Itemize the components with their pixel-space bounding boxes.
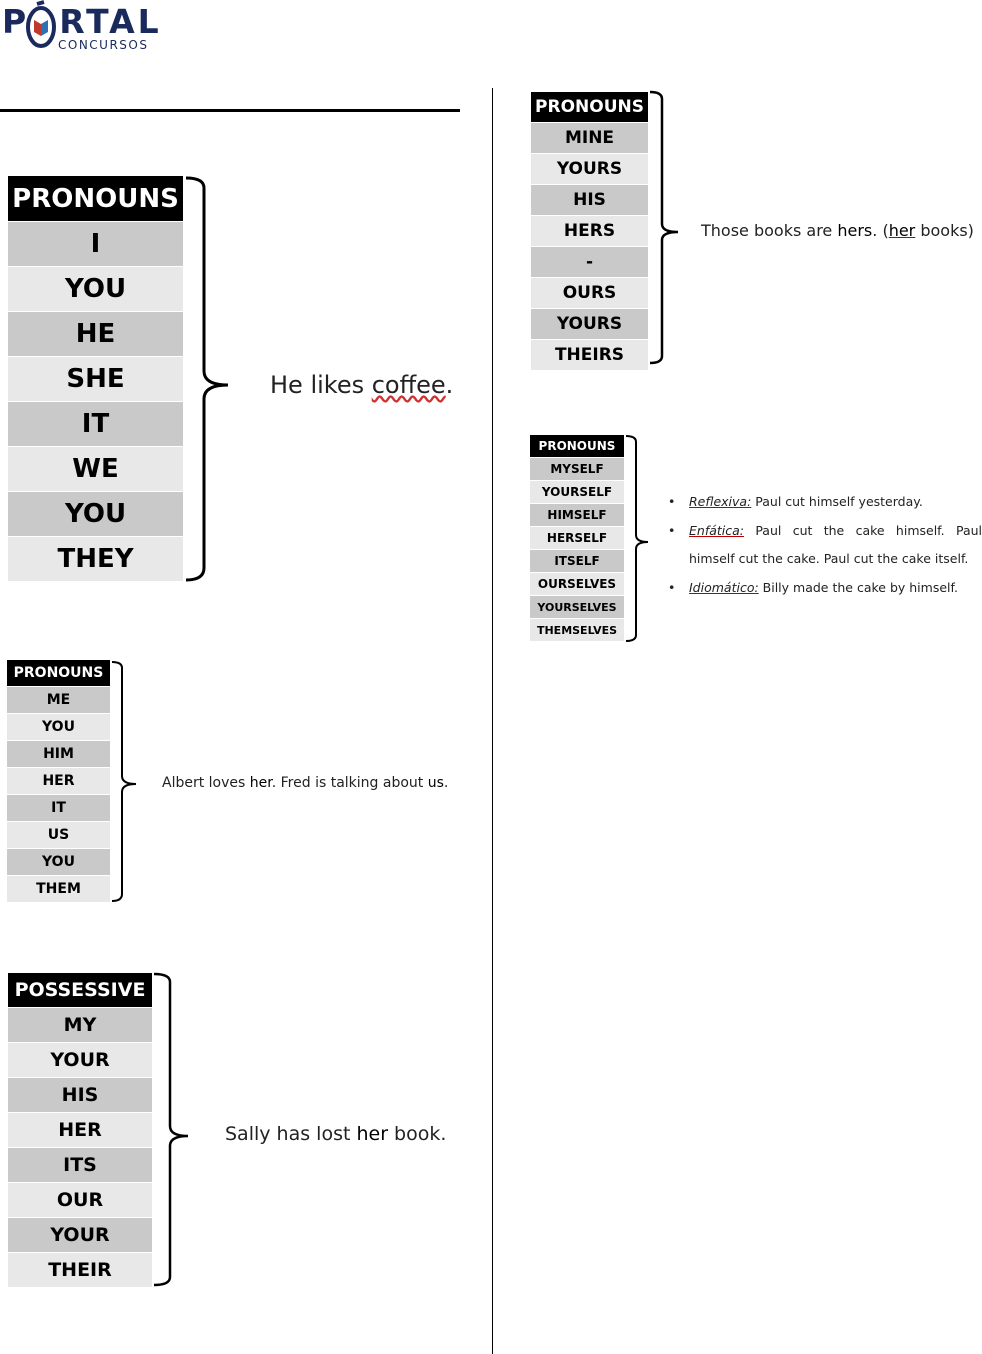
table-row: ITS (8, 1147, 152, 1182)
table-row: WE (8, 446, 183, 491)
table-row: HERSELF (530, 526, 624, 549)
table-header: PRONOUNS (531, 92, 648, 122)
table-header: PRONOUNS (8, 176, 183, 221)
table-row: HER (8, 1112, 152, 1147)
object-example: Albert loves her. Fred is talking about us. (162, 775, 449, 791)
table-row: HIS (8, 1077, 152, 1112)
table-row: US (7, 821, 110, 848)
table-row: YOURS (531, 308, 648, 339)
section-divider (0, 109, 460, 112)
table-row: YOU (7, 848, 110, 875)
table-row: YOURSELVES (530, 595, 624, 618)
table-row: HIM (7, 740, 110, 767)
list-item: • Enfática: Paul cut the cake himself. Paul himself cut the cake. Paul cut the cake itself. (668, 517, 982, 574)
curly-brace-icon (624, 434, 654, 646)
list-item: • Reflexiva: Paul cut himself yesterday. (668, 488, 982, 517)
table-row: YOUR (8, 1042, 152, 1077)
table-row: OUR (8, 1182, 152, 1217)
possessive-pronouns-table (531, 92, 648, 370)
reflexive-pronouns-table (530, 435, 624, 641)
possessive-pronoun-example: Those books are hers. (her books) (701, 221, 974, 240)
table-row: THEIRS (531, 339, 648, 370)
table-row: HE (8, 311, 183, 356)
logo-book-icon (24, 0, 58, 50)
table-row: IT (7, 794, 110, 821)
table-row: MY (8, 1007, 152, 1042)
table-row: THEMSELVES (530, 618, 624, 641)
table-row: ITSELF (530, 549, 624, 572)
object-pronouns-table (7, 660, 110, 902)
column-divider (492, 88, 493, 1354)
subject-pronouns-table (8, 176, 183, 581)
portal-concursos-logo: P RTAL CONCURSOS (2, 2, 162, 52)
table-row: YOU (8, 266, 183, 311)
table-header: PRONOUNS (7, 660, 110, 686)
table-row: OURSELVES (530, 572, 624, 595)
table-header: POSSESSIVE (8, 973, 152, 1007)
reflexive-usage-list (668, 488, 982, 602)
table-row: YOURS (531, 153, 648, 184)
table-row: MINE (531, 122, 648, 153)
table-header: PRONOUNS (530, 435, 624, 457)
list-item: • Idiomático: Billy made the cake by himself. (668, 574, 982, 603)
table-row: THEM (7, 875, 110, 902)
table-row: IT (8, 401, 183, 446)
table-row: HER (7, 767, 110, 794)
table-row: YOU (8, 491, 183, 536)
table-row: - (531, 246, 648, 277)
table-row: HIMSELF (530, 503, 624, 526)
table-row: THEY (8, 536, 183, 581)
table-row: SHE (8, 356, 183, 401)
possessive-adjectives-table (8, 973, 152, 1287)
table-row: YOU (7, 713, 110, 740)
possessive-adjective-example: Sally has lost her book. (225, 1123, 447, 1145)
table-row: I (8, 221, 183, 266)
logo-wordmark: P RTAL (2, 2, 162, 41)
curly-brace-icon (152, 972, 192, 1290)
curly-brace-icon (648, 90, 684, 368)
table-row: OURS (531, 277, 648, 308)
table-row: HIS (531, 184, 648, 215)
curly-brace-icon (110, 660, 140, 904)
table-row: ME (7, 686, 110, 713)
curly-brace-icon (184, 176, 234, 582)
table-row: YOUR (8, 1217, 152, 1252)
table-row: MYSELF (530, 457, 624, 480)
table-row: THEIR (8, 1252, 152, 1287)
subject-example: He likes coffee. (270, 371, 454, 399)
table-row: YOURSELF (530, 480, 624, 503)
table-row: HERS (531, 215, 648, 246)
